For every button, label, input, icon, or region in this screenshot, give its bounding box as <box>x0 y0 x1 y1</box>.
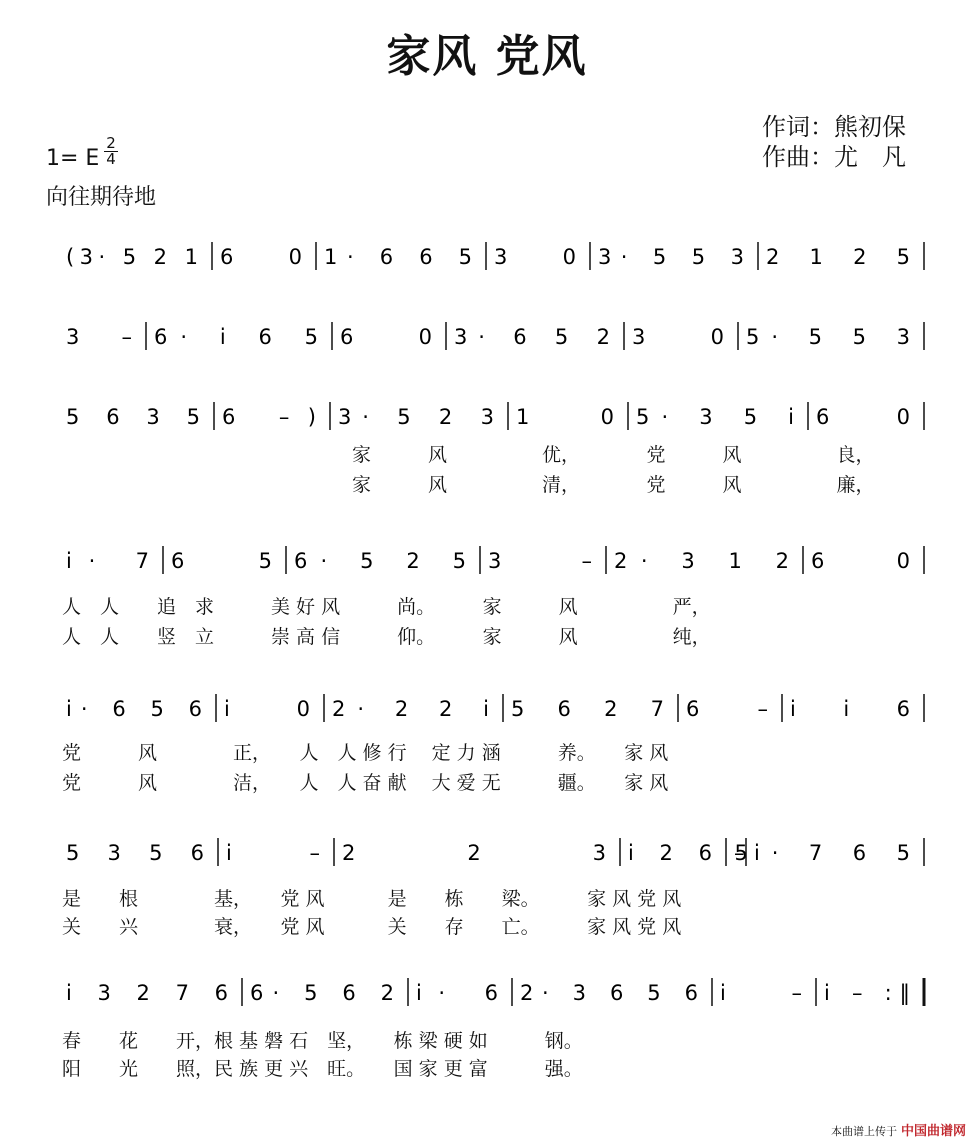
measure: 6 – <box>686 697 768 721</box>
score-row <box>0 236 974 284</box>
measure: 3 0 <box>632 325 724 349</box>
lyric-line-1: 是 根 基， 党 风 是 栋 梁。 家 风 党 风 <box>62 888 682 910</box>
lyric-line-1: 党 风 正， 人 人 修 行 定 力 涵 养。 家 风 <box>62 742 669 764</box>
measure: 3 – <box>66 325 132 349</box>
score-row <box>0 540 974 588</box>
measure: 3· 5 2 3 <box>338 405 494 429</box>
lyric-line-1: 春 花 开，根 基 磐 石 坚， 栋 梁 硬 如 钢。 <box>62 1030 583 1052</box>
measure: 2· 3 6 5 6 <box>520 981 698 1005</box>
measure: 6· i 6 5 <box>154 325 318 349</box>
song-title: 家风 党风 <box>386 31 588 82</box>
measure: 6 0 <box>340 325 432 349</box>
lyric-line-2: 家 风 清， 党 风 廉， <box>352 474 875 496</box>
lyric-line-2: 关 兴 衰， 党 风 关 存 亡。 家 风 党 风 <box>62 916 682 938</box>
measure: i 2 6 <box>628 841 712 865</box>
measure: i – <box>226 841 320 865</box>
measure: 6 0 <box>811 549 910 573</box>
measure: i – <box>720 981 802 1005</box>
measure: i· 7 <box>66 549 149 573</box>
lyric-line-1: 人 人 追 求 美 好 风 尚。 家 风 严， <box>62 596 711 618</box>
measure: 1· 6 6 5 <box>324 245 472 269</box>
measure: i 0 <box>224 697 310 721</box>
measure: 3· 5 5 3 <box>598 245 744 269</box>
measure: 5· 3 5 i <box>636 405 794 429</box>
measure: 5 – <box>734 841 748 865</box>
measure: 5 6 2 7 <box>511 697 664 721</box>
measure: i 3 2 7 6 <box>66 981 228 1005</box>
measure: 6 5 <box>171 549 272 573</box>
measure: 2· 3 1 2 <box>614 549 789 573</box>
score-row <box>0 832 974 880</box>
measure: 6· 5 6 2 <box>250 981 394 1005</box>
measure: 5 6 3 5 <box>66 405 200 429</box>
measure: 6· 5 2 5 <box>294 549 466 573</box>
measure: 3· 6 5 2 <box>454 325 610 349</box>
measure: i· 6 5 6 <box>66 697 202 721</box>
measure: i· 6 <box>416 981 498 1005</box>
measure: 6 0 <box>220 245 302 269</box>
measure: 1 0 <box>516 405 614 429</box>
tempo-marking: 向往期待地 <box>46 185 157 210</box>
time-signature <box>104 136 118 167</box>
measure: i· 7 6 5 <box>754 841 910 865</box>
measure: 5 3 5 6 <box>66 841 204 865</box>
measure: 6 0 <box>816 405 910 429</box>
composer: 作曲：尤 凡 <box>762 143 906 171</box>
measure: 3 0 <box>494 245 576 269</box>
footer <box>831 1120 966 1139</box>
lyricist: 作词：熊初保 <box>762 113 906 141</box>
lyric-line-1: 家 风 优， 党 风 良， <box>352 444 875 466</box>
score-row <box>0 972 974 1020</box>
measure: 2 1 2 5 <box>766 245 910 269</box>
site-logo: 中国曲谱网 <box>900 1124 966 1139</box>
footer-text: 本曲谱上传于 <box>830 1125 897 1138</box>
time-denominator: 4 <box>104 151 118 167</box>
measure: i – :‖ <box>824 981 910 1005</box>
time-numerator: 2 <box>106 134 116 152</box>
measure: 2 2 3 <box>342 841 606 865</box>
lyric-line-2: 阳 光 照，民 族 更 兴 旺。 国 家 更 富 强。 <box>62 1058 583 1080</box>
score-row <box>0 688 974 736</box>
lyric-line-2: 人 人 竖 立 崇 高 信 仰。 家 风 纯， <box>62 626 711 648</box>
lyric-line-2: 党 风 洁， 人 人 奋 献 大 爱 无 疆。 家 风 <box>62 772 669 794</box>
score-row <box>0 316 974 364</box>
score-row <box>0 396 974 444</box>
key-signature: 1= E <box>46 146 100 171</box>
measure: (3· 5 2 1 <box>66 245 198 269</box>
measure: 2· 2 2 i <box>332 697 489 721</box>
measure: 3 – <box>488 549 592 573</box>
measure: 5· 5 5 3 <box>746 325 910 349</box>
measure: i i 6 <box>790 697 910 721</box>
credits <box>762 112 906 172</box>
measure: 6 –) <box>222 405 316 429</box>
